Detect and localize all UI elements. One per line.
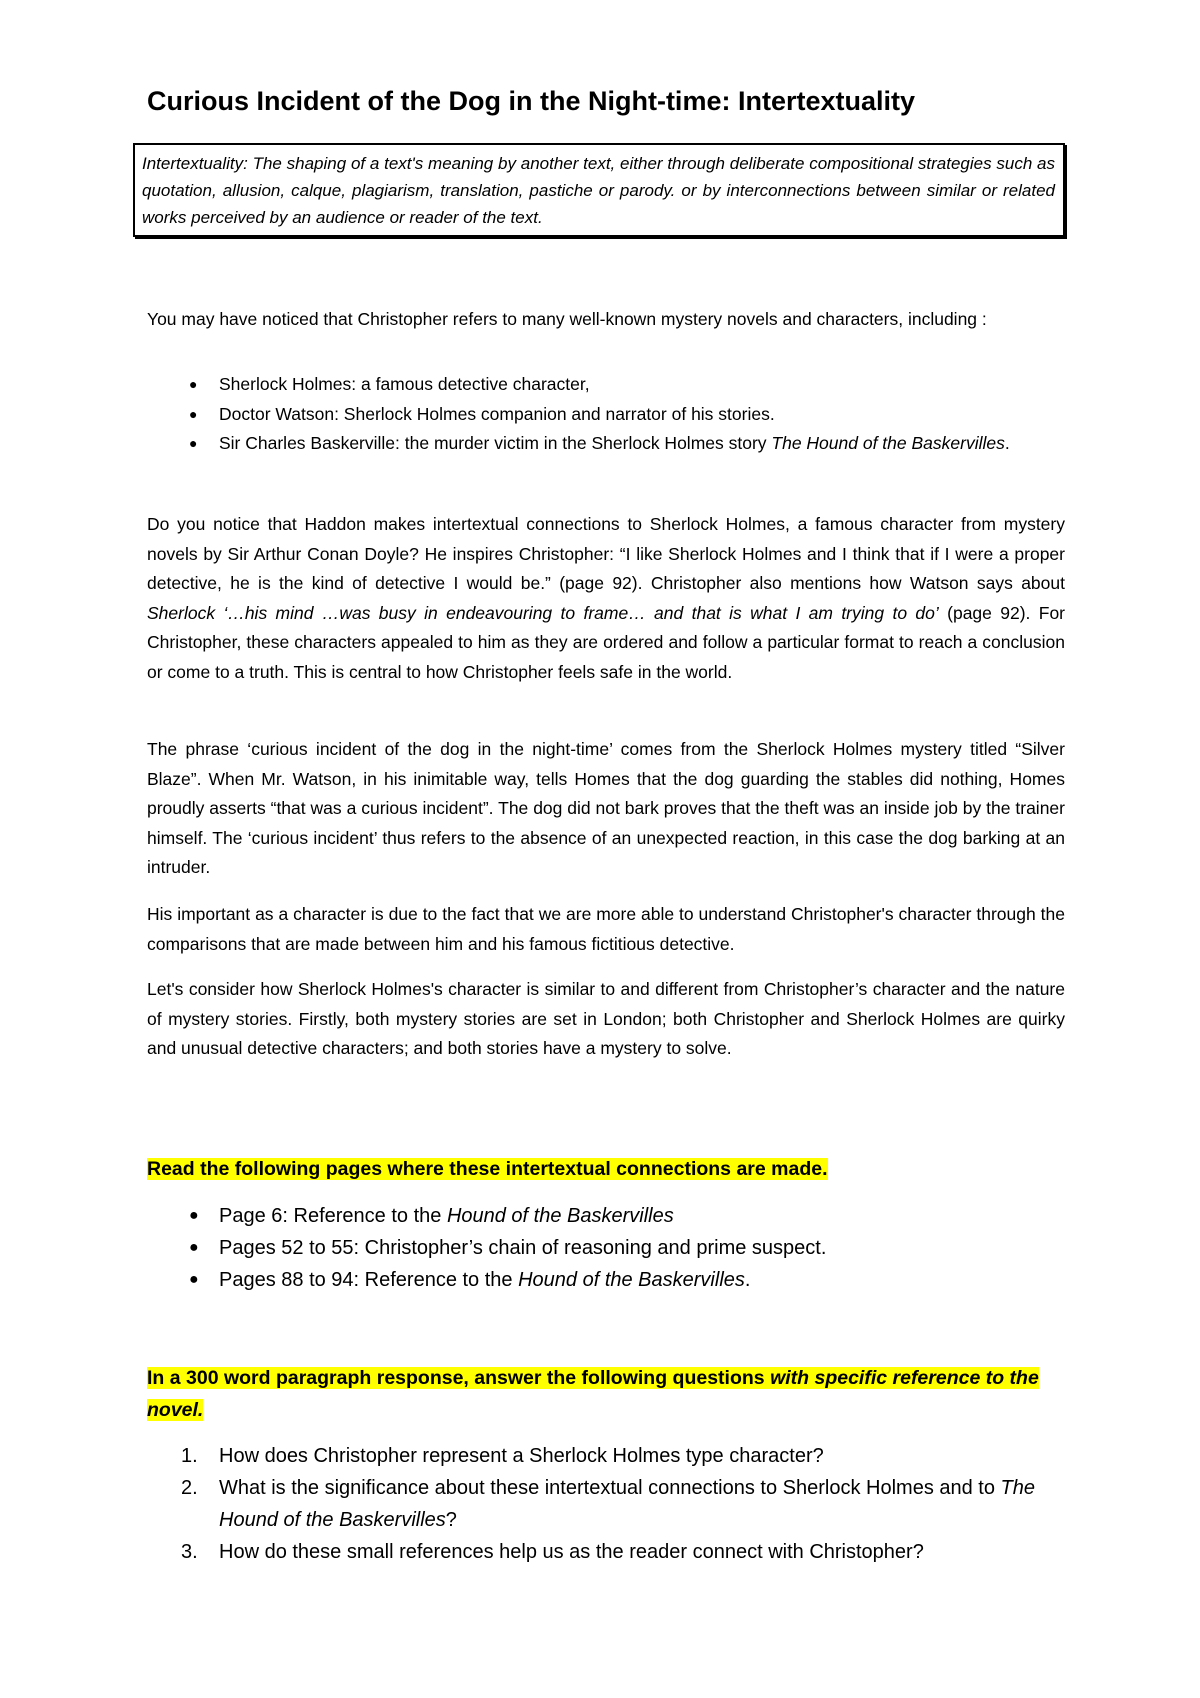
page-title: Curious Incident of the Dog in the Night-time: Intertextuality: [147, 86, 915, 116]
list-item: ● Doctor Watson: Sherlock Holmes companion and narrator of his stories.: [147, 400, 1065, 430]
reading-list: [147, 1200, 1065, 1296]
importance-paragraph: His important as a character is due to the fact that we are more able to understand Christopher's character through the comparisons that are made between him and his famous fictitious detective.: [147, 904, 1065, 954]
comparison-paragraph: Let's consider how Sherlock Holmes's character is similar to and different from Christopher’s character and the nature of mystery stories. Firstly, both mystery stories are set in London; both Christopher and Sherlock Holmes are quirky and unusual detective characters; and both stories have a mystery to solve.: [147, 979, 1065, 1058]
bullet-icon: ●: [189, 435, 198, 451]
definition-box: Intertextuality: The shaping of a text's meaning by another text, either through deliberate compositional strategies such as quotation, allusion, calque, plagiarism, translation, pastiche or parody. or by interconnections between similar or related works perceived by an audience or reader of the text.: [133, 143, 1065, 237]
list-item: ● Pages 52 to 55: Christopher’s chain of reasoning and prime suspect.: [147, 1232, 1065, 1264]
reading-heading: Read the following pages where these intertextual connections are made.: [147, 1158, 828, 1180]
task-heading: In a 300 word paragraph response, answer the following questions with specific reference to the novel.: [147, 1367, 1039, 1421]
question-list: [147, 1440, 1065, 1568]
character-list: [147, 370, 1065, 459]
list-item: ● Sherlock Holmes: a famous detective character,: [147, 370, 1065, 400]
bullet-icon: ●: [189, 1207, 199, 1224]
list-item: ● Pages 88 to 94: Reference to the Hound of the Baskervilles.: [147, 1264, 1065, 1296]
list-item: 2. What is the significance about these intertextual connections to Sherlock Holmes and to The Hound of the Baskervilles?: [181, 1477, 1036, 1531]
list-item: ● Page 6: Reference to the Hound of the Baskervilles: [147, 1200, 1065, 1232]
list-item: 1. How does Christopher represent a Sherlock Holmes type character?: [181, 1445, 824, 1467]
bullet-icon: ●: [189, 1239, 199, 1256]
bullet-icon: ●: [189, 376, 198, 392]
intro-paragraph: You may have noticed that Christopher refers to many well-known mystery novels and characters, including :: [147, 309, 987, 329]
list-item: ● Sir Charles Baskerville: the murder victim in the Sherlock Holmes story The Hound of the Baskervilles.: [147, 429, 1065, 459]
list-item: 3. How do these small references help us as the reader connect with Christopher?: [181, 1541, 924, 1563]
curious-incident-paragraph: The phrase ‘curious incident of the dog in the night-time’ comes from the Sherlock Holmes mystery titled “Silver Blaze”. When Mr. Watson, in his inimitable way, tells Homes that the dog guarding the stables did nothing, Homes proudly asserts “that was a curious incident”. The dog did not bark proves that the theft was an inside job by the trainer himself. The ‘curious incident’ thus refers to the absence of an unexpected reaction, in this case the dog barking at an intruder.: [147, 739, 1065, 877]
bullet-icon: ●: [189, 405, 198, 422]
sherlock-paragraph: Do you notice that Haddon makes intertextual connections to Sherlock Holmes, a famous character from mystery novels by Sir Arthur Conan Doyle? He inspires Christopher: “I like Sherlock Holmes and I think that if I were a proper detective, he is the kind of detective I would be.” (page 92). Christopher also mentions how Watson says about Sherlock ‘…his mind …was busy in endeavouring to frame… and that is what I am trying to do’ (page 92). For Christopher, these characters appealed to him as they are ordered and follow a particular format to reach a conclusion or come to a truth. This is central to how Christopher feels safe in the world.: [147, 514, 1066, 682]
bullet-icon: ●: [189, 1271, 199, 1288]
